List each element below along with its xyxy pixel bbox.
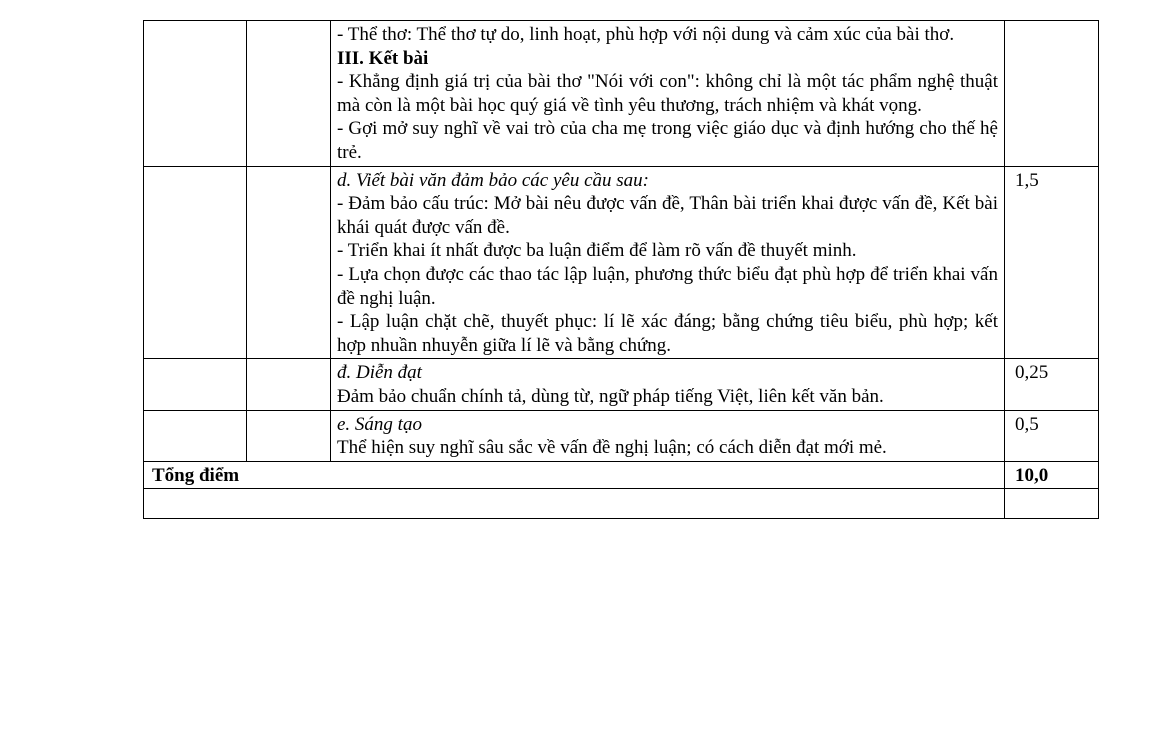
section-cell (144, 410, 247, 461)
total-row (144, 461, 1099, 489)
criterion-title: e. Sáng tạo (337, 413, 422, 435)
scoring-table (143, 20, 1099, 519)
criterion-title: d. Viết bài văn đảm bảo các yêu cầu sau: (337, 169, 650, 191)
criterion-title: đ. Diễn đạt (337, 362, 422, 384)
subsection-cell (247, 410, 331, 461)
content-line: - Đảm bảo cấu trúc: Mở bài nêu được vấn đề, Thân bài triển khai được vấn đề, Kết bài khái quát được vấn đề. (337, 193, 998, 238)
content-cell (331, 166, 1005, 359)
content-line: - Lập luận chặt chẽ, thuyết phục: lí lẽ xác đáng; bằng chứng tiêu biểu, phù hợp; kết hợp nhuần nhuyễn giữa lí lẽ và bằng chứng. (337, 311, 998, 356)
content-line: - Khẳng định giá trị của bài thơ "Nói với con": không chỉ là một tác phẩm nghệ thuật mà còn là một bài học quý giá về tình yêu thương, trách nhiệm và khát vọng. (337, 71, 998, 116)
empty-row (144, 489, 1099, 519)
content-line: Đảm bảo chuẩn chính tả, dùng từ, ngữ pháp tiếng Việt, liên kết văn bản. (337, 385, 884, 407)
content-cell (331, 21, 1005, 167)
table-row (144, 21, 1099, 167)
table-row (144, 166, 1099, 359)
table-row (144, 410, 1099, 461)
section-cell (144, 21, 247, 167)
total-label: Tổng điểm (144, 461, 1005, 489)
score-cell: 0,5 (1005, 410, 1099, 461)
empty-score-cell (1005, 489, 1099, 519)
section-cell (144, 359, 247, 410)
empty-cell (144, 489, 1005, 519)
subsection-cell (247, 166, 331, 359)
table-row (144, 359, 1099, 410)
score-cell: 0,25 (1005, 359, 1099, 410)
section-cell (144, 166, 247, 359)
score-cell (1005, 21, 1099, 167)
content-line: - Thể thơ: Thể thơ tự do, linh hoạt, phù hợp với nội dung và cảm xúc của bài thơ. (337, 24, 955, 45)
subsection-cell (247, 359, 331, 410)
content-line: - Triển khai ít nhất được ba luận điểm để làm rõ vấn đề thuyết minh. (337, 240, 857, 262)
content-line: - Lựa chọn được các thao tác lập luận, phương thức biểu đạt phù hợp để triển khai vấn đề nghị luận. (337, 263, 998, 309)
content-line: Thể hiện suy nghĩ sâu sắc về vấn đề nghị luận; có cách diễn đạt mới mẻ. (337, 437, 887, 459)
total-score: 10,0 (1005, 461, 1099, 489)
section-heading: III. Kết bài (337, 47, 429, 69)
content-cell (331, 410, 1005, 461)
content-cell (331, 359, 1005, 410)
content-line: - Gợi mở suy nghĩ về vai trò của cha mẹ trong việc giáo dục và định hướng cho thế hệ trẻ. (337, 118, 998, 163)
score-cell: 1,5 (1005, 166, 1099, 359)
subsection-cell (247, 21, 331, 167)
